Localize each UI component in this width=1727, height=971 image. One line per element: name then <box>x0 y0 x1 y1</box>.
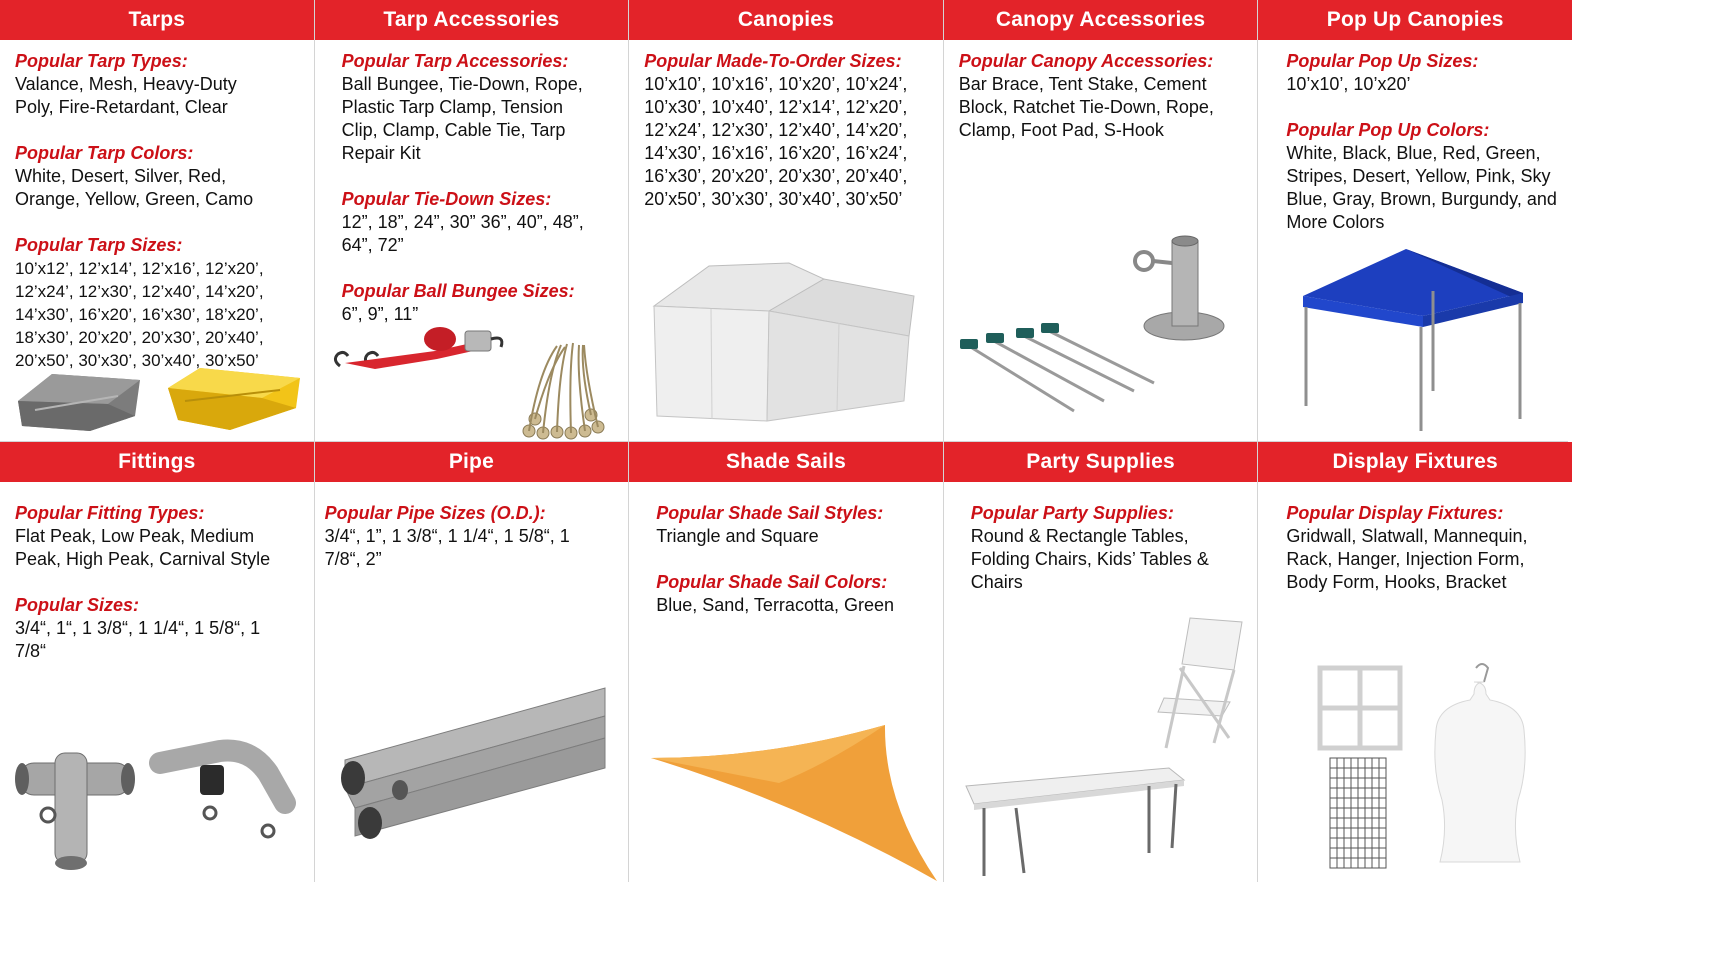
enclosed-canopy-image <box>629 251 942 441</box>
section-text: 10’x12’, 12’x14’, 12’x16’, 12’x20’, 12’x24’, 12’x30’, 12’x40’, 14’x20’, 14’x30’, 16’x20’, 16’x30’, 18’x20’, 18’x30’, 20’x20’, 20’x30’, 20’x40’, 20’x50’, 30’x30’, 30’x40’, 30’x50’ <box>15 259 264 370</box>
ratchet-strap-and-bungee-image <box>315 311 628 441</box>
section-text: 10’x10’, 10’x20’ <box>1286 74 1411 94</box>
section-text: 3/4“, 1”, 1 3/8“, 1 1/4“, 1 5/8“, 1 7/8“, 2” <box>324 526 570 569</box>
section-title: Popular Shade Sail Styles: <box>656 503 884 523</box>
section-text: 12”, 18”, 24”, 30” 36”, 40”, 48”, 64”, 72” <box>341 212 584 255</box>
section-title: Popular Pipe Sizes (O.D.): <box>324 503 546 523</box>
section-text: Ball Bungee, Tie-Down, Rope, Plastic Tarp Clamp, Tension Clip, Clamp, Cable Tie, Tarp Repair Kit <box>341 74 583 163</box>
category-pipe[interactable] <box>315 442 629 883</box>
section-title: Popular Fitting Types: <box>15 503 205 523</box>
gridwall-and-body-form-image <box>1258 658 1571 883</box>
section-text: 3/4“, 1“, 1 3/8“, 1 1/4“, 1 5/8“, 1 7/8“ <box>15 618 261 661</box>
category-tarp-accessories[interactable] <box>315 0 629 441</box>
folded-tarps-image <box>0 346 313 441</box>
chair-and-table-image <box>944 608 1257 883</box>
section-title: Popular Tie-Down Sizes: <box>341 189 552 209</box>
section-text: White, Black, Blue, Red, Green, Stripes, Desert, Yellow, Pink, Sky Blue, Gray, Brown, Burgundy, and More Colors <box>1286 143 1557 232</box>
section-text: Triangle and Square <box>656 526 819 546</box>
category-fittings[interactable] <box>0 442 314 883</box>
section-title: Popular Party Supplies: <box>970 503 1174 523</box>
category-title: Tarps <box>0 0 314 40</box>
section-title: Popular Tarp Sizes: <box>15 235 183 255</box>
section-title: Popular Pop Up Sizes: <box>1286 51 1479 71</box>
category-title: Pop Up Canopies <box>1258 0 1572 40</box>
category-pop-up-canopies[interactable] <box>1258 0 1572 441</box>
section-text: 6”, 9”, 11” <box>341 304 419 324</box>
section-text: Gridwall, Slatwall, Mannequin, Rack, Hanger, Injection Form, Body Form, Hooks, Bracket <box>1286 526 1528 592</box>
section-text: Flat Peak, Low Peak, Medium Peak, High Peak, Carnival Style <box>15 526 271 569</box>
category-title: Canopies <box>629 0 943 40</box>
section-title: Popular Tarp Types: <box>15 51 188 71</box>
steel-fittings-image <box>0 723 313 883</box>
category-title: Display Fixtures <box>1258 442 1572 482</box>
section-title: Popular Ball Bungee Sizes: <box>341 281 575 301</box>
section-title: Popular Canopy Accessories: <box>958 51 1214 71</box>
section-title: Popular Made-To-Order Sizes: <box>644 51 902 71</box>
steel-pipes-image <box>315 668 628 883</box>
section-title: Popular Tarp Colors: <box>15 143 194 163</box>
pop-up-canopy-image <box>1258 241 1571 441</box>
section-title: Popular Pop Up Colors: <box>1286 120 1490 140</box>
section-text: Round & Rectangle Tables, Folding Chairs, Kids’ Tables & Chairs <box>970 526 1209 592</box>
section-text: 10’x10’, 10’x16’, 10’x20’, 10’x24’, 10’x30’, 10’x40’, 12’x14’, 12’x20’, 12’x24’, 12’x30’, 12’x40’, 14’x20’, 14’x30’, 16’x16’, 16’x20’, 16’x24’, 16’x30’, 20’x20’, 20’x30’, 20’x40’, 20’x50’, 30’x30’, 30’x40’, 30’x50’ <box>644 74 908 209</box>
category-title: Pipe <box>315 442 629 482</box>
category-tarps[interactable] <box>0 0 314 441</box>
category-canopies[interactable] <box>629 0 943 441</box>
section-text: Blue, Sand, Terracotta, Green <box>656 595 894 615</box>
section-title: Popular Tarp Accessories: <box>341 51 569 71</box>
section-title: Popular Sizes: <box>15 595 140 615</box>
category-title: Canopy Accessories <box>944 0 1258 40</box>
section-text: White, Desert, Silver, Red, Orange, Yellow, Green, Camo <box>15 166 254 209</box>
section-text: Bar Brace, Tent Stake, Cement Block, Ratchet Tie-Down, Rope, Clamp, Foot Pad, S-Hook <box>958 74 1214 140</box>
category-display-fixtures[interactable] <box>1258 442 1572 883</box>
category-title: Tarp Accessories <box>315 0 629 40</box>
section-text: Valance, Mesh, Heavy-Duty Poly, Fire-Retardant, Clear <box>15 74 237 117</box>
section-title: Popular Shade Sail Colors: <box>656 572 888 592</box>
shade-sail-image <box>629 713 942 883</box>
category-title: Shade Sails <box>629 442 943 482</box>
category-title: Party Supplies <box>944 442 1258 482</box>
stakes-and-foot-pad-image <box>944 211 1257 441</box>
category-shade-sails[interactable] <box>629 442 943 883</box>
category-canopy-accessories[interactable] <box>944 0 1258 441</box>
category-title: Fittings <box>0 442 314 482</box>
category-party-supplies[interactable] <box>944 442 1258 883</box>
section-title: Popular Display Fixtures: <box>1286 503 1504 523</box>
